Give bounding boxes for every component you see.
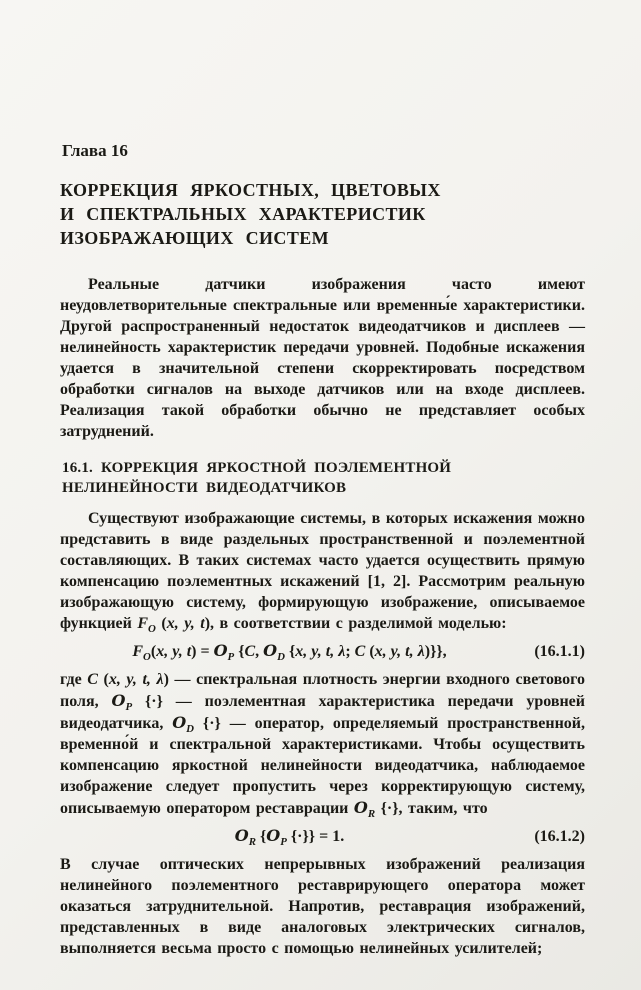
chapter-title-line-2: И СПЕКТРАЛЬНЫХ ХАРАКТЕРИСТИК: [60, 204, 426, 224]
chapter-title: [60, 178, 585, 250]
chapter-title-line-1: КОРРЕКЦИЯ ЯРКОСТНЫХ, ЦВЕТОВЫХ: [60, 180, 441, 200]
formula-16-1-2-body: $O_R$ {$O_P$ {·}} = 1.: [234, 826, 345, 849]
formula-16-1-2-number: (16.1.2): [534, 827, 585, 845]
formula-16-1-2: [60, 823, 585, 850]
body-paragraph-1: Существуют изображающие системы, в которых искажения можно представить в виде раздельных пространственной и поэлементной составляющих. В таких системах часто удается осуществить прямую компенсацию поэлементных искажений [1, 2]. Рассмотрим реальную изображающую систему, формирующую изображение, описываемое функцией $F_O$ (x, y, t), в соответствии с разделимой моделью:: [60, 510, 585, 636]
body-paragraph-3: В случае оптических непрерывных изображений реализация нелинейного поэлементного реставрирующего оператора может оказаться затруднительной. Напротив, реставрация изображений, представленных в виде аналоговых электрических сигналов, выполняется весьма просто с помощью нелинейных усилителей;: [60, 856, 585, 957]
section-heading: [62, 458, 585, 498]
chapter-label: Глава 16: [62, 141, 128, 160]
body-paragraph-2: где C (x, y, t, λ) — спектральная плотность энергии входного светового поля, $O_P$ {·} — поэлементная характеристика передачи уровней видеодатчика, $O_D$ {·} — оператор, определяемый пространственной, временно́й и спектральной характеристиками. Чтобы осуществить компенсацию яркостной нелинейности видеодатчика, наблюдаемое изображение следует пропустить через корректирующую систему, описываемую оператором реставрации $O_R$ {·}, таким, что: [60, 671, 585, 821]
section-heading-line-1: 16.1. КОРРЕКЦИЯ ЯРКОСТНОЙ ПОЭЛЕМЕНТНОЙ: [62, 460, 452, 476]
section-heading-line-2: НЕЛИНЕЙНОСТИ ВИДЕОДАТЧИКОВ: [62, 480, 347, 496]
formula-16-1-1-number: (16.1.1): [534, 642, 585, 660]
intro-paragraph: Реальные датчики изображения часто имеют неудовлетворительные спектральные или временны́е характеристики. Другой распространенный недостаток видеодатчиков и дисплеев — нелинейность характеристик передачи уровней. Подобные искажения удается в значительной степени скорректировать посредством обработки сигналов на выходе датчиков или на входе дисплеев. Реализация такой обработки обычно не представляет особых затруднений.: [60, 276, 585, 440]
formula-16-1-1: [60, 638, 585, 665]
chapter-title-line-3: ИЗОБРАЖАЮЩИХ СИСТЕМ: [60, 228, 330, 248]
formula-16-1-1-body: $F_O(x$, y, $t) = O_P$ {C, $O_D$ {x, y, t, λ; C (x, y, t, λ)}},: [132, 641, 447, 664]
